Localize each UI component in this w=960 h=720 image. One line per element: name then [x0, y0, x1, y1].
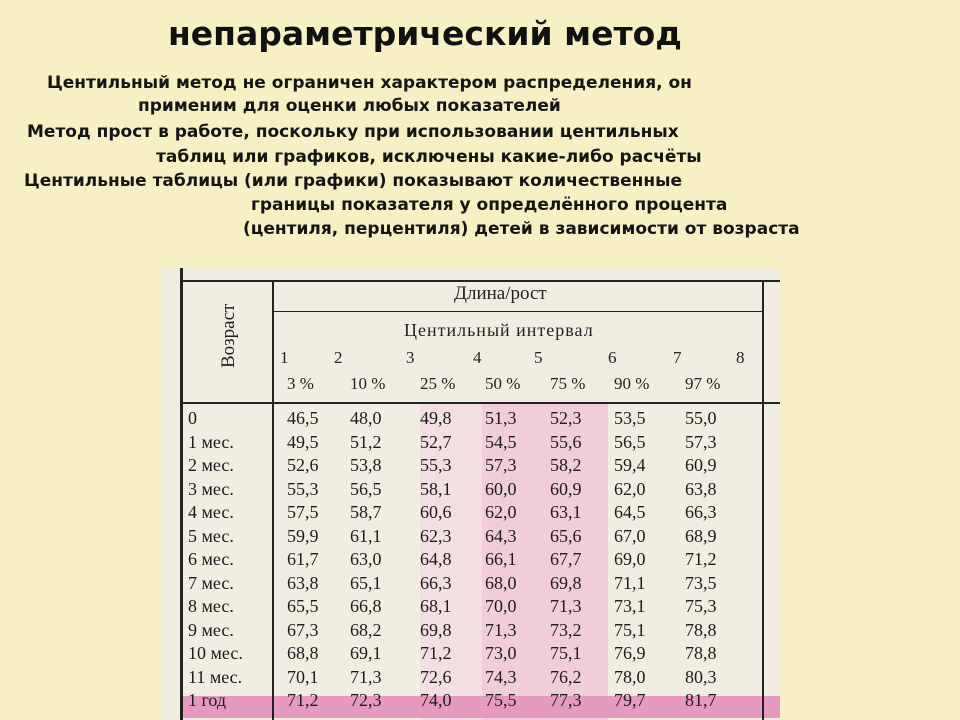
- value-cell: 71,3: [550, 596, 582, 616]
- value-cell: 75,1: [614, 619, 646, 640]
- value-cell: 68,0: [485, 572, 517, 593]
- age-cell: 6 мес.: [188, 549, 234, 569]
- value-cell: 73,0: [485, 643, 517, 663]
- value-cell: 69,0: [614, 549, 646, 569]
- value-cell: 81,7: [685, 690, 717, 710]
- value-cell: 74,0: [420, 690, 452, 710]
- interval-number: 7: [673, 348, 682, 367]
- value-cell: 71,1: [614, 572, 646, 593]
- value-cell: 79,7: [614, 690, 646, 710]
- age-cell: 8 мес.: [188, 596, 234, 616]
- value-cell: 68,9: [685, 525, 717, 546]
- value-cell: 57,3: [485, 455, 517, 475]
- value-cell: 76,2: [550, 666, 582, 687]
- value-cell: 67,0: [614, 525, 646, 546]
- age-column-header: Возраст: [218, 303, 239, 368]
- value-cell: 59,9: [287, 525, 319, 546]
- value-cell: 65,6: [550, 525, 582, 546]
- age-cell: 5 мес.: [188, 525, 234, 546]
- percentile-header: 25 %: [420, 374, 456, 393]
- value-cell: 57,5: [287, 502, 319, 522]
- value-cell: 70,0: [485, 596, 517, 616]
- percentile-header: 10 %: [350, 374, 386, 393]
- value-cell: 66,3: [685, 502, 717, 522]
- value-cell: 61,7: [287, 549, 319, 569]
- value-cell: 66,3: [420, 572, 452, 593]
- value-cell: 69,8: [550, 572, 582, 593]
- age-cell: 1 мес.: [188, 431, 234, 452]
- value-cell: 66,1: [485, 549, 517, 569]
- age-cell: 0: [188, 408, 197, 428]
- percentile-header: 75 %: [550, 374, 586, 393]
- age-cell: 11 мес.: [188, 666, 243, 687]
- value-cell: 61,1: [350, 525, 382, 546]
- interval-number: 8: [736, 348, 745, 367]
- length-height-header: Длина/рост: [454, 283, 547, 304]
- value-cell: 58,2: [550, 455, 582, 475]
- value-cell: 62,3: [420, 525, 452, 546]
- interval-number: 1: [280, 348, 289, 367]
- table-right-divider: [762, 280, 764, 720]
- value-cell: 71,2: [287, 690, 319, 710]
- value-cell: 75,3: [685, 596, 717, 616]
- text-line-6: границы показателя у определённого процента: [251, 195, 728, 215]
- age-column-divider: [272, 280, 274, 720]
- value-cell: 59,4: [614, 455, 646, 475]
- value-cell: 71,3: [485, 619, 517, 640]
- value-cell: 67,7: [550, 549, 582, 569]
- value-cell: 78,0: [614, 666, 646, 687]
- text-line-7: (центиля, перцентиля) детей в зависимости от возраста: [243, 219, 800, 239]
- value-cell: 60,0: [485, 478, 517, 499]
- value-cell: 56,5: [614, 431, 646, 452]
- value-cell: 57,3: [685, 431, 717, 452]
- value-cell: 66,8: [350, 596, 382, 616]
- text-line-5: Центильные таблицы (или графики) показывают количественные: [24, 171, 683, 191]
- value-cell: 62,0: [614, 478, 646, 499]
- value-cell: 56,5: [350, 478, 382, 499]
- value-cell: 58,1: [420, 478, 452, 499]
- value-cell: 71,2: [420, 643, 452, 663]
- age-cell: 7 мес.: [188, 572, 234, 593]
- interval-number: 4: [473, 348, 482, 367]
- value-cell: 55,6: [550, 431, 582, 452]
- value-cell: 69,1: [350, 643, 382, 663]
- age-cell: 10 мес.: [188, 643, 243, 663]
- percentile-header: 50 %: [485, 374, 521, 393]
- value-cell: 72,3: [350, 690, 382, 710]
- centile-interval-header: Центильный интервал: [404, 320, 594, 340]
- value-cell: 51,3: [485, 408, 517, 428]
- percentile-header: 90 %: [614, 374, 650, 393]
- value-cell: 68,1: [420, 596, 452, 616]
- value-cell: 64,5: [614, 502, 646, 522]
- centile-table-image: [162, 268, 780, 720]
- percentile-header: 97 %: [685, 374, 721, 393]
- value-cell: 52,6: [287, 455, 319, 475]
- percentile-header: 3 %: [287, 374, 314, 393]
- value-cell: 60,9: [685, 455, 717, 475]
- interval-number: 5: [534, 348, 543, 367]
- value-cell: 58,7: [350, 502, 382, 522]
- header-bottom-border: [180, 402, 780, 404]
- value-cell: 60,6: [420, 502, 452, 522]
- age-cell: 3 мес.: [188, 478, 234, 499]
- value-cell: 63,0: [350, 549, 382, 569]
- text-line-2: применим для оценки любых показателей: [138, 96, 561, 116]
- value-cell: 77,3: [550, 690, 582, 710]
- value-cell: 78,8: [685, 643, 717, 663]
- value-cell: 52,7: [420, 431, 452, 452]
- value-cell: 53,8: [350, 455, 382, 475]
- value-cell: 72,6: [420, 666, 452, 687]
- value-cell: 46,5: [287, 408, 319, 428]
- age-cell: 2 мес.: [188, 455, 234, 475]
- value-cell: 65,5: [287, 596, 319, 616]
- value-cell: 67,3: [287, 619, 319, 640]
- value-cell: 62,0: [485, 502, 517, 522]
- value-cell: 48,0: [350, 408, 382, 428]
- slide-title: непараметрический метод: [168, 14, 682, 53]
- value-cell: 69,8: [420, 619, 452, 640]
- value-cell: 64,3: [485, 525, 517, 546]
- age-cell: 9 мес.: [188, 619, 234, 640]
- value-cell: 68,8: [287, 643, 319, 663]
- value-cell: 75,1: [550, 643, 582, 663]
- value-cell: 55,3: [287, 478, 319, 499]
- text-line-3: Метод прост в работе, поскольку при использовании центильных: [27, 122, 679, 142]
- interval-number: 6: [608, 348, 617, 367]
- value-cell: 63,8: [685, 478, 717, 499]
- value-cell: 52,3: [550, 408, 582, 428]
- value-cell: 54,5: [485, 431, 517, 452]
- value-cell: 73,5: [685, 572, 717, 593]
- value-cell: 74,3: [485, 666, 517, 687]
- value-cell: 71,2: [685, 549, 717, 569]
- value-cell: 75,5: [485, 690, 517, 710]
- value-cell: 76,9: [614, 643, 646, 663]
- value-cell: 63,1: [550, 502, 582, 522]
- value-cell: 63,8: [287, 572, 319, 593]
- value-cell: 71,3: [350, 666, 382, 687]
- value-cell: 53,5: [614, 408, 646, 428]
- value-cell: 60,9: [550, 478, 582, 499]
- value-cell: 49,5: [287, 431, 319, 452]
- age-cell: 1 год: [188, 690, 227, 710]
- text-line-1: Центильный метод не ограничен характером распределения, он: [47, 73, 692, 93]
- value-cell: 55,3: [420, 455, 452, 475]
- age-cell: 4 мес.: [188, 502, 234, 522]
- value-cell: 78,8: [685, 619, 717, 640]
- value-cell: 65,1: [350, 572, 382, 593]
- main-header-divider: [272, 311, 762, 312]
- interval-number: 3: [406, 348, 415, 367]
- value-cell: 68,2: [350, 619, 382, 640]
- value-cell: 73,2: [550, 619, 582, 640]
- value-cell: 55,0: [685, 408, 717, 428]
- value-cell: 80,3: [685, 666, 717, 687]
- value-cell: 73,1: [614, 596, 646, 616]
- value-cell: 70,1: [287, 666, 319, 687]
- value-cell: 51,2: [350, 431, 382, 452]
- table-left-border: [180, 268, 183, 720]
- value-cell: 64,8: [420, 549, 452, 569]
- value-cell: 49,8: [420, 408, 452, 428]
- table-top-border: [180, 280, 780, 282]
- text-line-4: таблиц или графиков, исключены какие-либо расчёты: [156, 147, 702, 167]
- interval-number: 2: [334, 348, 343, 367]
